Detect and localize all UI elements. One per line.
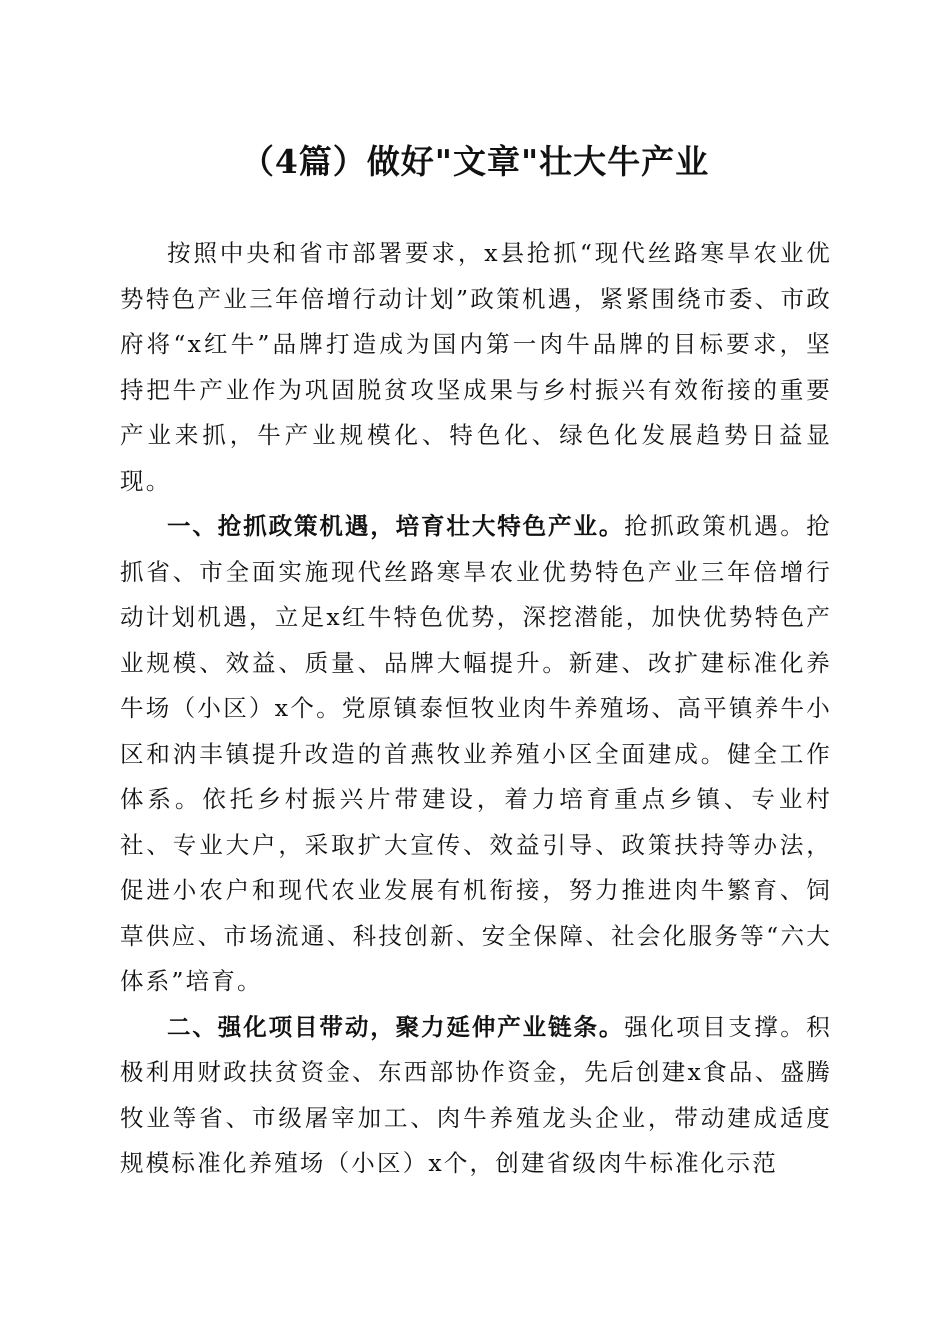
paragraph-text: 强化项目支撑。积极利用财政扶贫资金、东西部协作资金，先后创建x食品、盛腾牧业等省、市级屠宰加工、肉牛养殖龙头企业，带动建成适度规模标准化养殖场（小区）x个，创建省级肉牛标准化示范: [120, 1012, 832, 1177]
paragraph-text: 抢抓政策机遇。抢抓省、市全面实施现代丝路寒旱农业优势特色产业三年倍增行动计划机遇，立足x红牛特色优势，深挖潜能，加快优势特色产业规模、效益、质量、品牌大幅提升。新建、改扩建标准化养牛场（小区）x个。党原镇泰恒牧业肉牛养殖场、高平镇养牛小区和汭丰镇提升改造的首燕牧业养殖小区全面建成。健全工作体系。依托乡村振兴片带建设，着力培育重点乡镇、专业村社、专业大户，采取扩大宣传、效益引导、政策扶持等办法，促进小农户和现代农业发展有机衔接，努力推进肉牛繁育、饲草供应、市场流通、科技创新、安全保障、社会化服务等“六大体系”培育。: [120, 512, 832, 995]
section-heading: 一、抢抓政策机遇，培育壮大特色产业。: [167, 512, 625, 540]
document-body: [120, 231, 832, 1187]
paragraph-section-2: [120, 1005, 832, 1187]
document-title: （4篇）做好"文章"壮大牛产业: [240, 142, 710, 181]
section-heading: 二、强化项目带动，聚力延伸产业链条。: [167, 1012, 625, 1041]
paragraph-intro: [120, 231, 832, 504]
paragraph-text: 按照中央和省市部署要求，x县抢抓“现代丝路寒旱农业优势特色产业三年倍增行动计划”政策机遇，紧紧围绕市委、市政府将“x红牛”品牌打造成为国内第一肉牛品牌的目标要求，坚持把牛产业作为巩固脱贫攻坚成果与乡村振兴有效衔接的重要产业来抓，牛产业规模化、特色化、绿色化发展趋势日益显现。: [120, 239, 832, 495]
paragraph-section-1: [120, 504, 832, 1005]
